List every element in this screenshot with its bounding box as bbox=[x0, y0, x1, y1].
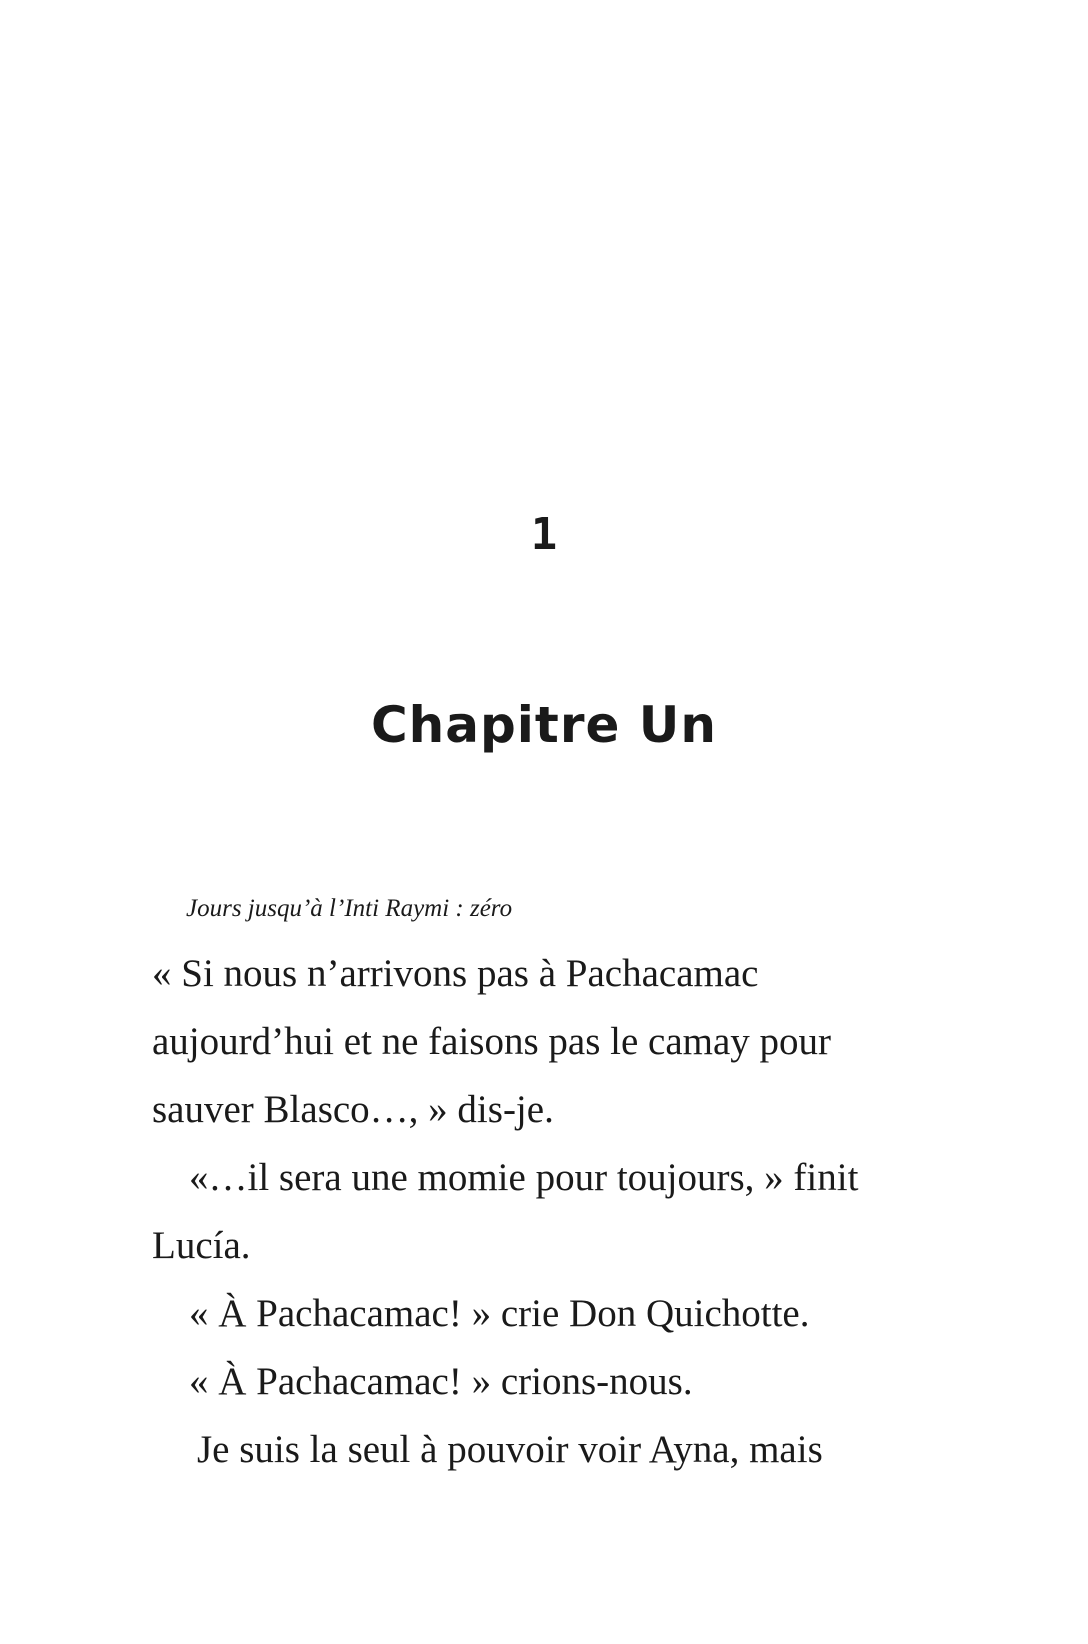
text-line: aujourd’hui et ne faisons pas le camay pour bbox=[152, 1020, 832, 1063]
chapter-number: 1 bbox=[530, 509, 558, 560]
epigraph: Jours jusqu’à l’Inti Raymi : zéro bbox=[186, 895, 513, 922]
text-line: « À Pachacamac! » crie Don Quichotte. bbox=[189, 1292, 810, 1335]
text-line: « Si nous n’arrivons pas à Pachacamac bbox=[152, 952, 759, 995]
chapter-title: Chapitre Un bbox=[370, 696, 718, 754]
text-line: Lucía. bbox=[152, 1224, 251, 1267]
text-line: Je suis la seul à pouvoir voir Ayna, mais bbox=[197, 1428, 823, 1471]
body-text bbox=[152, 940, 942, 1484]
text-line: « À Pachacamac! » crions-nous. bbox=[189, 1360, 693, 1403]
text-line: sauver Blasco…, » dis-je. bbox=[152, 1088, 554, 1131]
text-line: «…il sera une momie pour toujours, » finit bbox=[189, 1156, 859, 1199]
